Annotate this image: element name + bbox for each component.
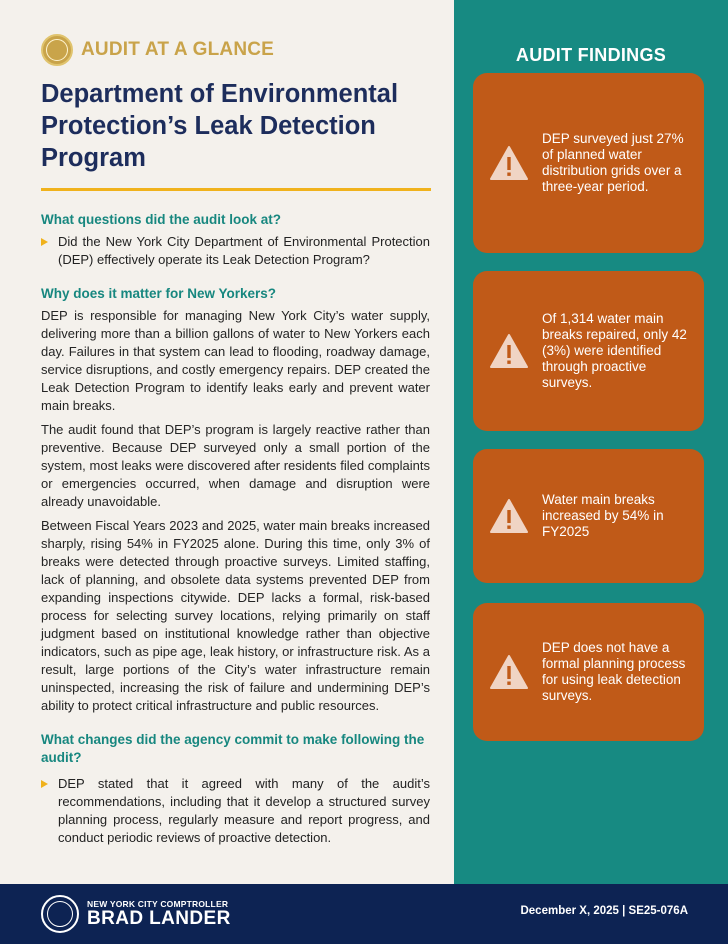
finding-card: [473, 73, 704, 253]
finding-text: Water main breaks increased by 54% in FY2025: [542, 492, 664, 539]
footer-bar: [0, 884, 728, 944]
section-heading-why: Why does it matter for New Yorkers?: [41, 286, 277, 301]
footer-date-reference: December X, 2025 | SE25-076A: [520, 905, 688, 917]
title-divider: [41, 188, 431, 191]
page-title: Department of Environmental Protection’s Leak Detection Program: [41, 80, 399, 172]
bullet-text: DEP stated that it agreed with many of the audit’s recommendations, including that it develop a structured survey planning process, regularly measure and report progress, and conduct periodic reviews of proactive detection.: [58, 776, 430, 845]
paragraph: The audit found that DEP’s program is largely reactive rather than preventive. Because DEP surveyed only a small portion of the system, most leaks were discovered after residents filed complaints or emergencies occurred, when damage and disruption were already unavoidable.: [41, 422, 430, 509]
footer-office: NEW YORK CITY COMPTROLLER: [87, 899, 229, 909]
finding-card: [473, 603, 704, 741]
section-heading-changes: What changes did the agency commit to make following the audit?: [41, 732, 425, 765]
warning-icon: [489, 654, 529, 690]
bullet-arrow-icon: [41, 238, 48, 246]
bullet-item: [41, 775, 430, 847]
finding-text: DEP surveyed just 27% of planned water distribution grids over a three-year period.: [542, 131, 684, 194]
finding-card: [473, 449, 704, 583]
brand-row: [41, 34, 430, 66]
comptroller-seal-icon: [41, 895, 79, 933]
paragraph: Between Fiscal Years 2023 and 2025, water main breaks increased sharply, rising 54% in FY2025 alone. During this time, only 3% of breaks were detected through proactive surveys. Limited staffing, lack of planning, and obsolete data systems prevented DEP from expanding inspections citywide. DEP lacks a formal, risk-based process for selecting survey locations, relying primarily on staff judgment based on institutional knowledge rather than objective indicators, such as pipe age, leak history, or infrastructure risk. As a result, large portions of the City’s water infrastructure remain uninspected, increasing the risk of failure and undermining DEP’s ability to protect critical infrastructure and public resources.: [41, 518, 430, 713]
bullet-text: Did the New York City Department of Environmental Protection (DEP) effectively operate its Leak Detection Program?: [58, 234, 430, 267]
finding-card: [473, 271, 704, 431]
warning-icon: [489, 498, 529, 534]
finding-text: DEP does not have a formal planning process for using leak detection surveys.: [542, 640, 686, 703]
finding-text: Of 1,314 water main breaks repaired, only 42 (3%) were identified through proactive surveys.: [542, 311, 687, 390]
footer-branding: [87, 899, 231, 929]
section-heading-questions: What questions did the audit look at?: [41, 212, 281, 227]
brand-label: AUDIT AT A GLANCE: [81, 39, 275, 60]
bullet-item: [41, 233, 430, 269]
findings-column: [454, 0, 728, 884]
warning-icon: [489, 333, 529, 369]
warning-icon: [489, 145, 529, 181]
bullet-arrow-icon: [41, 780, 48, 788]
paragraph: DEP is responsible for managing New York City’s water supply, delivering more than a billion gallons of water to New Yorkers each day. Failures in that system can lead to flooding, roadway damage, service disruptions, and costly emergency repairs. DEP created the Leak Detection Program to identify leaks early and prevent water main breaks.: [41, 308, 430, 413]
city-seal-icon: [41, 34, 73, 66]
footer-name: BRAD LANDER: [87, 908, 231, 929]
findings-title: AUDIT FINDINGS: [515, 45, 667, 65]
